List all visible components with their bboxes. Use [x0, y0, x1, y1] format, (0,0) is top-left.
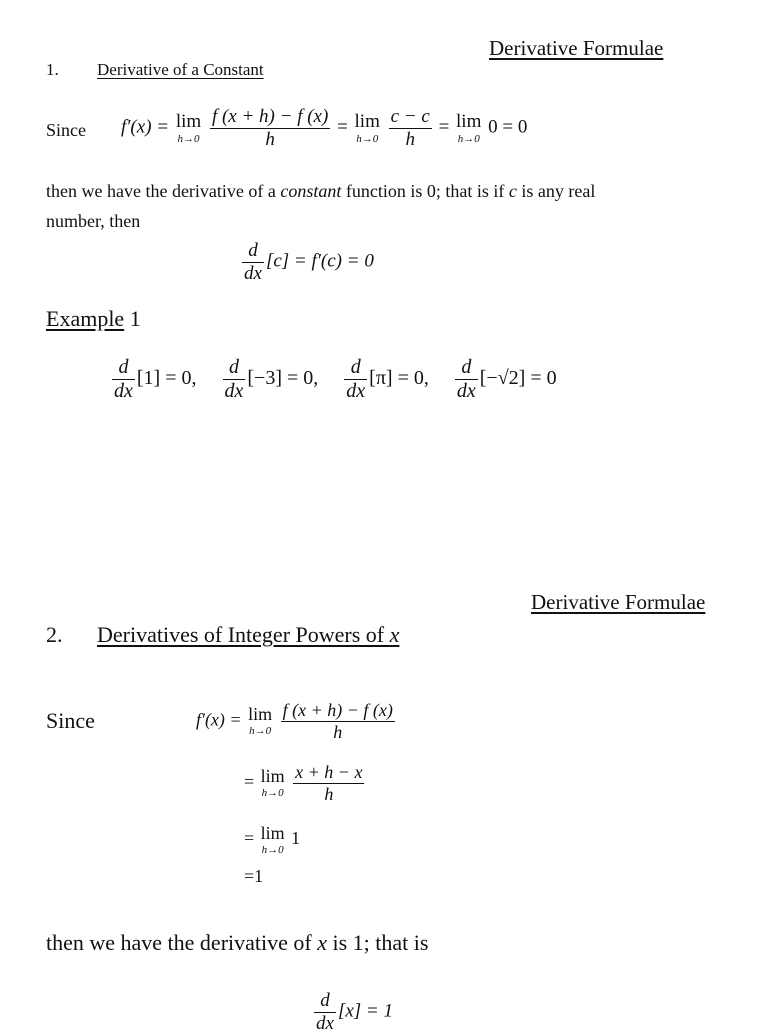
example-item: $\frac{d}{dx}$ [−√2] = 0	[456, 356, 557, 402]
limit-operator: lim h→0	[260, 766, 285, 800]
limit-operator: lim h→0	[354, 110, 380, 145]
derivation-line-4: =1	[244, 866, 264, 886]
d-dx-operator: $\frac{d}{dx}$	[244, 240, 262, 284]
constant-rule-equation: $\frac{d}{dx}$ [c] = f′(c) = 0	[244, 240, 374, 284]
equals-sign: =	[337, 116, 348, 138]
example-item: $\frac{d}{dx}$ [1] = 0,	[114, 356, 197, 402]
fprime-lhs: f′(x) =	[121, 116, 170, 138]
example-item: $\frac{d}{dx}$ [−3] = 0,	[224, 356, 319, 402]
derivation-line-1: f′(x) = lim h→0 $\frac{f (x + h) - f (x)}{h}$	[196, 700, 393, 742]
example-item: $\frac{d}{dx}$ [π] = 0,	[346, 356, 429, 402]
section1-paragraph-line2: number, then	[46, 211, 141, 231]
section2-number: 2.	[46, 622, 63, 647]
constant-quotient: $\frac{c - c}{h}$	[390, 106, 430, 150]
example-heading: Example 1	[46, 306, 141, 331]
limit-operator: lim h→0	[248, 704, 273, 738]
section2-header: Derivative Formulae	[531, 590, 706, 614]
limit-operator: lim h→0	[260, 823, 285, 856]
section1-since-label: Since	[46, 120, 86, 140]
difference-quotient: $\frac{f (x + h) - f (x)}{h}$	[282, 700, 393, 742]
power-rule-equation: $\frac{d}{dx}$ [x] = 1	[316, 990, 393, 1034]
section1-number: 1.	[46, 60, 59, 79]
difference-quotient: $\frac{f (x + h) - f (x)}{h}$	[211, 106, 329, 150]
limit-definition-equation	[121, 106, 527, 151]
d-dx-operator: $\frac{d}{dx}$	[316, 990, 334, 1034]
section2-title: Derivatives of Integer Powers of x	[97, 622, 400, 647]
section1-title: Derivative of a Constant	[97, 60, 264, 79]
simplified-quotient: $\frac{x + h - x}{h}$	[295, 762, 363, 804]
limit-operator: lim h→0	[456, 110, 482, 145]
derivation-line-3: = lim h→0 1	[244, 823, 301, 856]
equals-sign: =	[438, 116, 450, 138]
limit-operator: lim h→0	[175, 110, 202, 145]
section1-paragraph-line1: then we have the derivative of a constant function is 0; that is if c is any real	[46, 181, 596, 201]
derivation-line-2: = lim h→0 $\frac{x + h - x}{h}$	[244, 762, 363, 804]
section1-header: Derivative Formulae	[489, 36, 664, 60]
section2-paragraph: then we have the derivative of x is 1; that is	[46, 930, 429, 955]
result-zero: 0 = 0	[488, 116, 528, 138]
example-equations	[110, 356, 557, 403]
section2-since-label: Since	[46, 708, 95, 733]
